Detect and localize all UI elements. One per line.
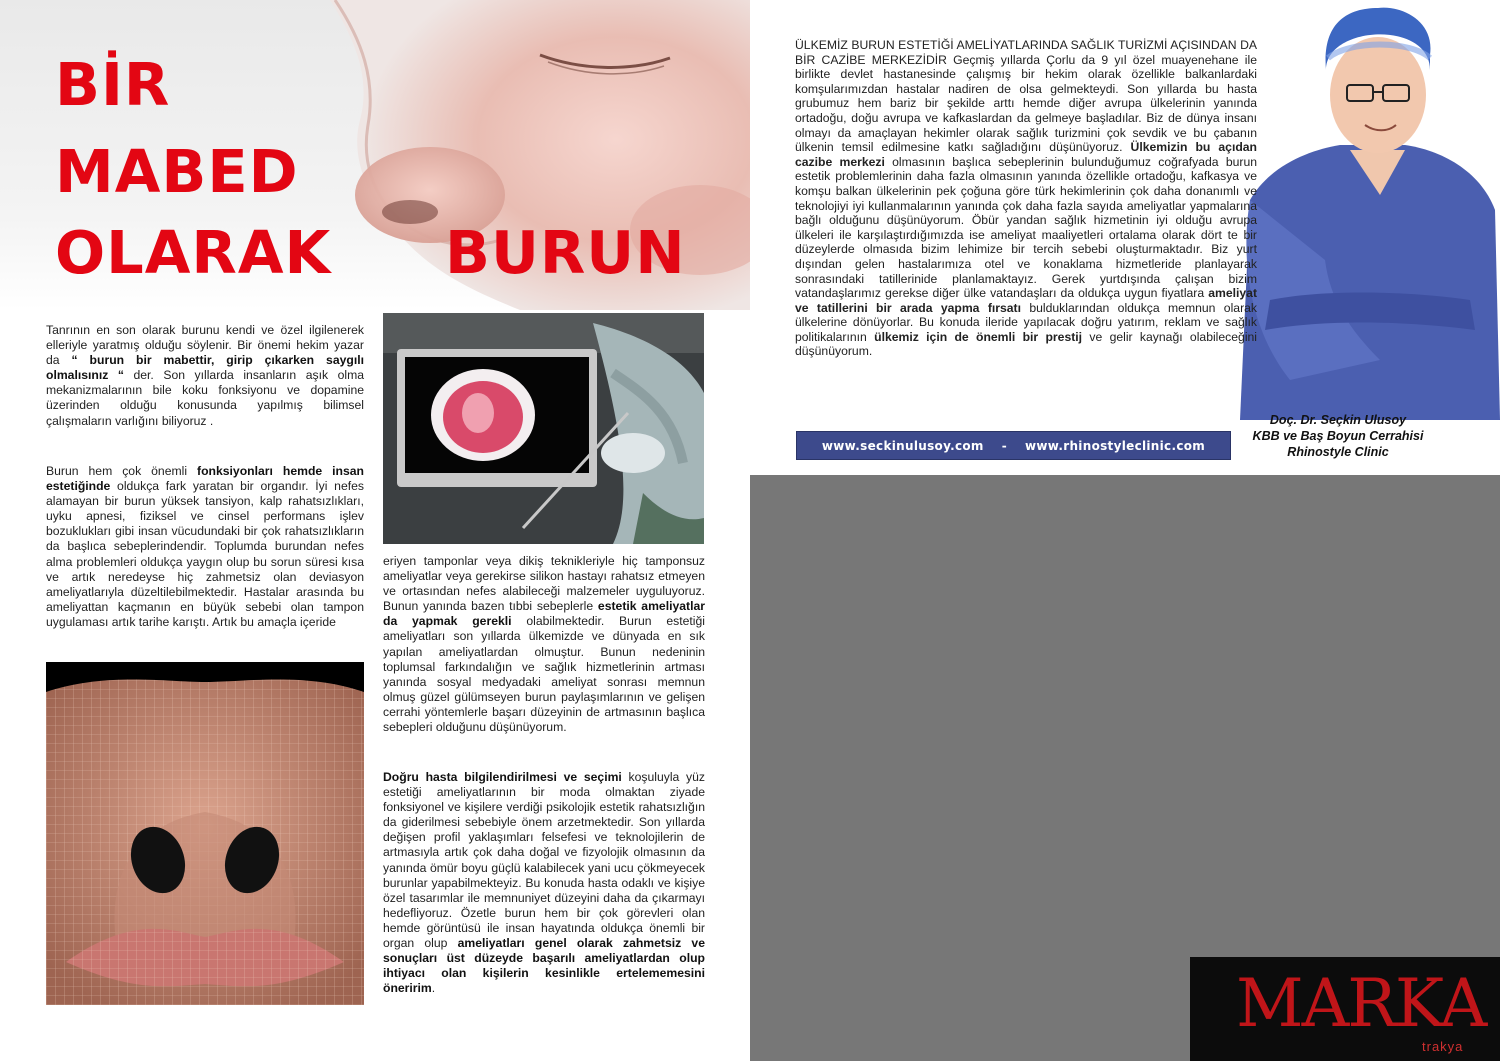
- r-bold-7: ülkemiz için de önemli bir prestij: [874, 329, 1083, 344]
- doctor-name: Doç. Dr. Seçkin Ulusoy: [1269, 413, 1407, 427]
- website-link-2[interactable]: www.rhinostyleclinic.com: [1025, 438, 1206, 453]
- article-paragraph-1: [46, 323, 364, 429]
- website-separator: -: [1001, 438, 1007, 453]
- p1-text-c: der. Son yıllarda insanların aşık olma mekanizmalarının bile koku fonksiyonu ve dopamine üzerinden olduğu konusunda yapılmış bilimsel çalışmaların varlığını biliyoruz .: [46, 368, 364, 428]
- endoscopy-illustration: [383, 313, 704, 544]
- c2p1-text-a: eriyen tamponlar veya dikiş teknikleriyle hiç tamponsuz ameliyatlar veya gerekirse silikon hastayı rahatsız etmeyen ve ortasından nefes alabileceği malzemeler uyguluyoruz. Bunun yanında bazen tıbbi sebeplerle: [383, 554, 705, 614]
- headline-line-2: MABED: [55, 137, 299, 206]
- p2-bold: fonksiyonları hemde insan estetiğinde: [46, 464, 364, 494]
- doctor-portrait-photo: [1230, 0, 1500, 420]
- r-bold-3: Ülkemizin bu açıdan cazibe merkezi: [795, 140, 1257, 169]
- r-bold-5: ameliyat ve tatillerini bir arada yapma fırsatı: [795, 286, 1257, 315]
- marka-trakya-logo: [1190, 957, 1500, 1061]
- hero-nose-photo: [0, 0, 750, 310]
- c2p2-bold-end: ameliyatları genel olarak zahmetsiz ve sonuçları üst düzeyde başarılı ameliyatlardan olup ihtiyacı olan kişilerin kesinlikle ertelememesini öneririm: [383, 936, 705, 996]
- c2p1-text-c: olabilmektedir. Burun estetiği ameliyatları son yıllarda ülkemizde ve dünyada en sık yapılan ameliyatlardan olmuştur. Bunun nedeninin toplumsal farkındalığın ve sağlık hizmetlerinin artması yanında sosyal medyadaki ameliyat sonrası memnun olmuş güzel gülümseyen burun paylaşımlarının ve gelişen cerrahi yöntemlerle başarı düzeyinin de artmasının başlıca sebepleri olduğunu düşünüyorum.: [383, 614, 705, 735]
- doctor-caption: [1218, 412, 1458, 460]
- p2-text-c: oldukça fark yaratan bir organdır. İyi nefes alamayan bir burun yüksek tansiyon, kalp rahatsızlıkları, uyku apnesi, fiziksel ve cinsel performans işlev bozuklukları gibi insan vücudundaki bir çok rahatsızlıkların da başlıca sebeplerindendir. Toplumda burundan nefes alma problemleri oldukça yaygın olup bu sorun süresi kısa ve artık neredeyse hiç zahmetsiz olan deviasyon ameliyatlarıyla düzeltilebilmektedir. Hastalar arasında bu ameliyattan kaçmanın en büyük sebebi olan tampon uygulaması artık tarihe karıştı. Artık bu amaçla içeride: [46, 479, 364, 629]
- p1-quote: “ burun bir mabettir, girip çıkarken saygılı olmalısınız “: [46, 353, 364, 383]
- headline-line-3: OLARAK: [55, 218, 332, 287]
- r-heading-caps: ÜLKEMİZ BURUN ESTETİĞİ AMELİYATLARINDA SAĞLIK TURİZMİ AÇISINDAN DA BİR CAZİBE MERKEZİDİR: [795, 38, 1257, 67]
- c2p1-bold: estetik ameliyatlar da yapmak gerekli: [383, 599, 705, 629]
- doctor-title: KBB ve Baş Boyun Cerrahisi: [1252, 429, 1424, 443]
- c2p2-bold-lead: Doğru hasta bilgilendirilmesi ve seçimi: [383, 770, 622, 784]
- nose-wireframe-illustration: [46, 662, 364, 1005]
- r-text-4: olmasının başlıca sebeplerinin bulunduğumuz coğrafyada burun estetik problemlerinin daha fazla olmasının yanında özellikle ortadoğu, kafkasya ve komşu balkan ülkelerinin pek çoğuna göre türk hekimlerinin çok daha donanımlı ve teknolojiyi iyi kullanmalarının yanında çok daha fazla sayıda ameliyatlar yapmalarına bağlı olduğunu düşünüyorum. Öbür yandan sağlık hizmetinin iyi olduğu avrupa ülkeleri ile karşılaştırdığımızda ise ameliyat maaliyetleri ortalama olarak dört te bir düzeylerde olmasıda bizim lehimize bir tercih sebebi oluşturmaktadır. Biz yurt dışından gelen hastalarımıza otel ve konaklama hizmetleride planlayarak sonrasındaki tatillerinide planlamaktayız. Gerek yurtdışında çalışan bizim vatandaşlarımız gerekse diğer ülke vatandaşları da oldukça uygun fiyatlara: [795, 154, 1257, 301]
- logo-wordmark: MARKA: [1236, 965, 1486, 1042]
- website-bar: [796, 431, 1231, 460]
- article-paragraph-2: [46, 464, 364, 630]
- headline-line-1: BİR: [55, 50, 171, 119]
- c2p2-text-b: koşuluyla yüz estetiği ameliyatlarının bir moda olmaktan ziyade fonksiyonel ve kişilere verdiği psikolojik estetik rahatsızlığın da giderilmesi sebebiyle önem arzetmektedir. Son yıllarda değişen profil yaklaşımları felsefesi ve teknolojilerin de artmasıyla artık çok daha doğal ve fizyolojik olmasının da yanında ömür boyu güçlü kalabilecek yani ucu çökmeyecek burunlar yapabilmekteyiz. Bu konuda hasta odaklı ve kişiye özel tasarımlar ile memnuniyet düzeyini daha da çıkarmayı hedefliyoruz. Özetle burun hem bir çok görevleri olan hemde görüntüsü ile insan hayatında oldukça önemli bir organ olup: [383, 770, 705, 951]
- headline-line-4: BURUN: [445, 218, 686, 287]
- nose-3d-render-image: [46, 662, 364, 1005]
- right-page: [750, 0, 1500, 1061]
- r-text-8: ve gelir kaynağı olabileceğini düşünüyorum.: [795, 329, 1258, 359]
- r-text-6: bulduklarından oldukça memnun olarak ülkelerine dönüyorlar. Bu konuda ileride yapılacak doğru yatırım, reklam ve sağlık politikalarının: [795, 300, 1257, 344]
- logo-subtitle: trakya: [1422, 1039, 1464, 1054]
- doctor-illustration: [1230, 0, 1500, 420]
- c2p2-text-d: .: [431, 981, 436, 996]
- article-paragraph-3: [383, 554, 705, 735]
- endoscopy-photo: [383, 313, 704, 544]
- article-paragraph-4: [383, 770, 705, 996]
- clinic-name: Rhinostyle Clinic: [1287, 445, 1389, 459]
- website-link-1[interactable]: www.seckinulusoy.com: [821, 438, 984, 453]
- p2-text-a: Burun hem çok önemli: [46, 464, 198, 478]
- right-article-text: [795, 38, 1257, 359]
- r-text-2: Geçmiş yıllarda Çorlu da 9 yıl özel muayenehane ile birlikte devlet hastanesinde çalışmış bir hekim olarak özellikle balkanlardaki komşularımızdan hastalar nadiren de olsa gelmekteydi. Son yıllarda bu hasta grubumuz hem bariz bir şekilde arttı hemde diğer avrupa ülkelerinin yanında ortadoğu, doğu avrupa ve kafkaslardan da gelmeye başladılar. Biz de dünya insanı olmayı da amaçlayan hekimler olarak sağlık turizmini çok sevdik ve bu çabanın ülkenin temsil edilmesine katkı sağladığını düşünüyoruz.: [795, 52, 1257, 155]
- p1-text-a: Tanrının en son olarak burunu kendi ve özel ilgilenerek elleriyle yaratmış olduğu söylenir. Bir önemi hekim yazar da: [46, 323, 364, 368]
